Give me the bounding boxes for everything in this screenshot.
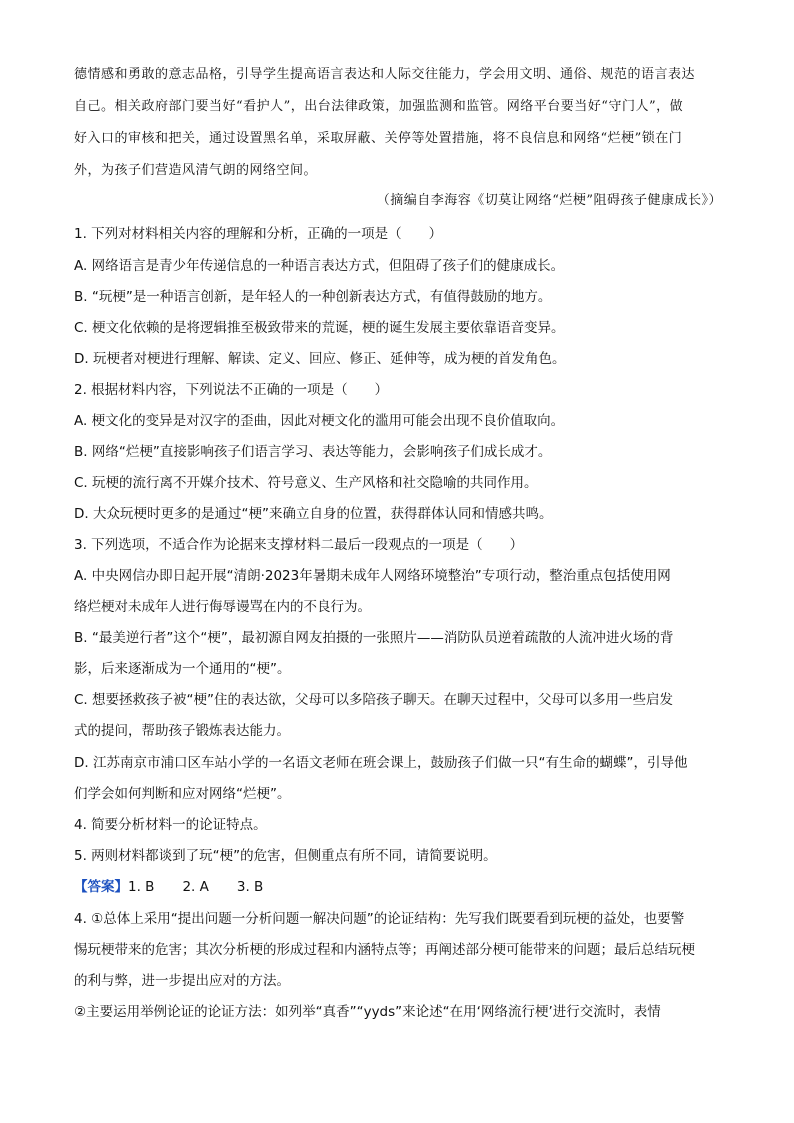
question-3-option-d-line-2: 们学会如何判断和应对网络“烂梗”。 — [74, 786, 291, 802]
passage-line-3: 好入口的审核和把关，通过设置黑名单，采取屏蔽、关停等处置措施，将不良信息和网络“烂梗”锁在门 — [74, 131, 683, 146]
passage-source: （摘编自李海容《切莫让网络“烂梗”阻碍孩子健康成长》） — [376, 193, 722, 208]
question-4-stem: 4. 简要分析材料一的论证特点。 — [74, 817, 267, 833]
passage-line-4: 外，为孩子们营造风清气朗的网络空间。 — [74, 163, 318, 178]
answer-3: 3. B — [236, 879, 264, 895]
answer-4-line-2: 惕玩梗带来的危害；其次分析梗的形成过程和内涵特点等；再阐述部分梗可能带来的问题；最后总结玩梗 — [74, 942, 695, 958]
question-5-stem: 5. 两则材料都谈到了玩“梗”的危害，但侧重点有所不同，请简要说明。 — [74, 848, 497, 864]
question-3-option-d-line-1: D. 江苏南京市浦口区车站小学的一名语文老师在班会课上，鼓励孩子们做一只“有生命的蝴蝶”，引导他 — [74, 755, 688, 771]
answer-4-line-3: 的利与弊，进一步提出应对的方法。 — [74, 973, 290, 989]
question-3-stem: 3. 下列选项，不适合作为论据来支撑材料二最后一段观点的一项是（ ） — [74, 537, 524, 553]
question-2-option-b: B. 网络“烂梗”直接影响孩子们语言学习、表达等能力，会影响孩子们成长成才。 — [74, 444, 552, 460]
question-2-stem: 2. 根据材料内容，下列说法不正确的一项是（ ） — [74, 382, 389, 398]
question-3-option-a-line-1: A. 中央网信办即日起开展“清朗·2023年暑期未成年人网络环境整治”专项行动，整治重点包括使用网 — [74, 568, 671, 584]
question-3-option-b-line-1: B. “最美逆行者”这个“梗”，最初源自网友拍摄的一张照片——消防队员逆着疏散的人流冲进火场的背 — [74, 630, 674, 646]
answer-4-line-1: 4. ①总体上采用“提出问题一分析问题一解决问题”的论证结构：先写我们既要看到玩梗的益处，也要警 — [74, 911, 685, 927]
question-2-option-c: C. 玩梗的流行离不开媒介技术、符号意义、生产风格和社交隐喻的共同作用。 — [74, 475, 538, 491]
passage-line-2: 自己。相关政府部门要当好“看护人”，出台法律政策，加强监测和监管。网络平台要当好“守门人”，做 — [74, 99, 684, 114]
answer-4-line-4: ②主要运用举例论证的论证方法：如列举“真香”“yyds”来论述“在用‘网络流行梗’进行交流时，表情 — [74, 1004, 661, 1020]
question-3-option-c-line-2: 式的提问，帮助孩子锻炼表达能力。 — [74, 723, 290, 739]
question-1-option-d: D. 玩梗者对梗进行理解、解读、定义、回应、修正、延伸等，成为梗的首发角色。 — [74, 351, 566, 367]
answer-1: 1. B — [128, 879, 155, 895]
question-1-option-c: C. 梗文化依赖的是将逻辑推至极致带来的荒诞，梗的诞生发展主要依靠语音变异。 — [74, 320, 565, 336]
answer-2: 2. A — [182, 879, 209, 895]
question-3-option-b-line-2: 影，后来逐渐成为一个通用的“梗”。 — [74, 661, 291, 677]
question-1-option-b: B. “玩梗”是一种语言创新，是年轻人的一种创新表达方式，有值得鼓励的地方。 — [74, 289, 552, 305]
passage-line-1: 德情感和勇敢的意志品格，引导学生提高语言表达和人际交往能力，学会用文明、通俗、规范的语言表达 — [74, 67, 696, 82]
question-2-option-a: A. 梗文化的变异是对汉字的歪曲，因此对梗文化的滥用可能会出现不良价值取向。 — [74, 413, 565, 429]
question-3-option-a-line-2: 络烂梗对未成年人进行侮辱谩骂在内的不良行为。 — [74, 599, 371, 615]
question-1-stem: 1. 下列对材料相关内容的理解和分析，正确的一项是（ ） — [74, 226, 443, 242]
answer-tag: 【答案】 — [74, 879, 128, 895]
question-2-option-d: D. 大众玩梗时更多的是通过“梗”来确立自身的位置，获得群体认同和情感共鸣。 — [74, 506, 553, 522]
question-3-option-c-line-1: C. 想要拯救孩子被“梗”住的表达欲，父母可以多陪孩子聊天。在聊天过程中，父母可以多用一些启发 — [74, 692, 673, 708]
question-1-option-a: A. 网络语言是青少年传递信息的一种语言表达方式，但阻碍了孩子们的健康成长。 — [74, 258, 565, 274]
answer-row — [74, 878, 724, 896]
